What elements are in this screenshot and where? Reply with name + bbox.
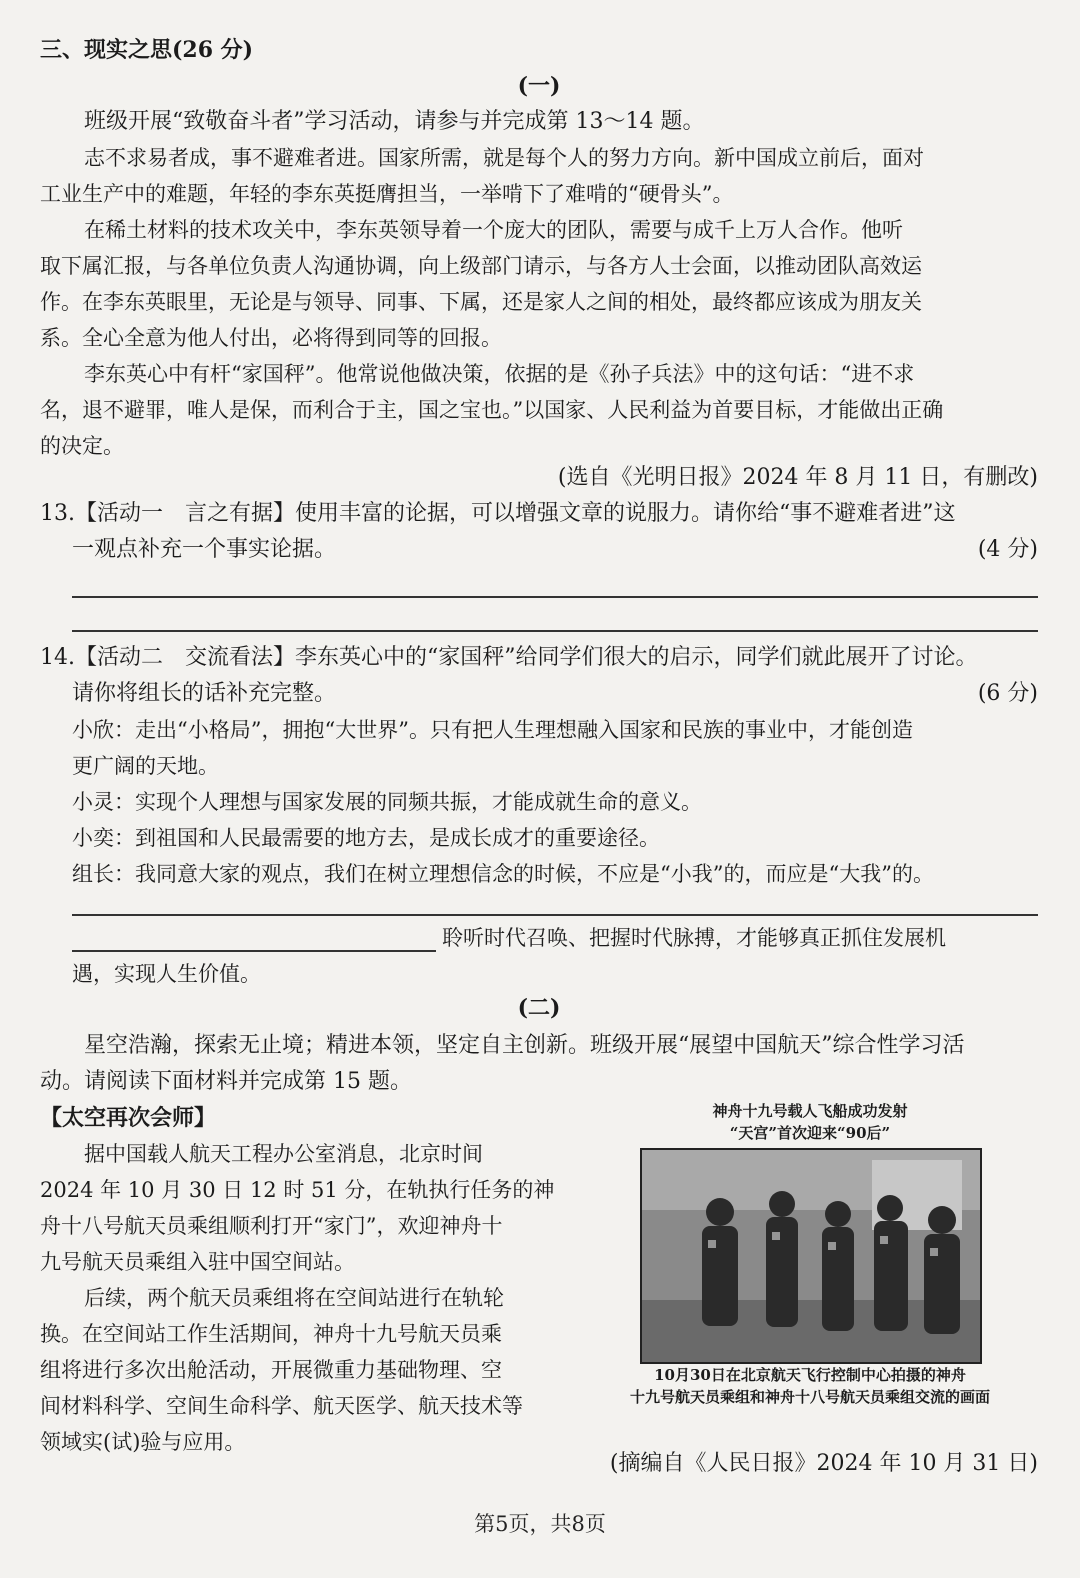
- material-line: 九号航天员乘组入驻中国空间站。: [40, 1250, 355, 1274]
- q14-tail2: 遇，实现人生价值。: [72, 962, 261, 986]
- q14-line1: 14.【活动二 交流看法】李东英心中的“家国秤”给同学们很大的启示，同学们就此展开了讨论。: [40, 645, 978, 670]
- passage-line: 工业生产中的难题，年轻的李东英挺膺担当，一举啃下了难啃的“硬骨头”。: [40, 182, 734, 206]
- photo-headline1: 神舟十九号载人飞船成功发射: [712, 1102, 908, 1120]
- speech-line: 小欣：走出“小格局”，拥抱“大世界”。只有把人生理想融入国家和民族的事业中，才能创造: [72, 718, 913, 742]
- passage-line: 系。全心全意为他人付出，必将得到同等的回报。: [40, 326, 502, 350]
- speech-line: 小奕：到祖国和人民最需要的地方去，是成长成才的重要途径。: [72, 826, 660, 850]
- material-line: 换。在空间站工作生活期间，神舟十九号航天员乘: [40, 1322, 502, 1346]
- astronauts-photo: [640, 1148, 982, 1364]
- material-text: [40, 1136, 600, 1460]
- q14-score: (6 分): [977, 681, 1038, 706]
- answer-line[interactable]: [72, 596, 1038, 598]
- passage-line: 名，退不避罪，唯人是保，而利合于主，国之宝也。”以国家、人民利益为首要目标，才能做出正确: [40, 398, 944, 422]
- passage-line: 作。在李东英眼里，无论是与领导、同事、下属，还是家人之间的相处，最终都应该成为朋友关: [40, 290, 922, 314]
- answer-line[interactable]: [72, 950, 436, 952]
- q13-score: (4 分): [977, 537, 1038, 562]
- q14-tail1: 聆听时代召唤、把握时代脉搏，才能够真正抓住发展机: [442, 926, 946, 950]
- page-number: 第5页，共8页: [474, 1512, 606, 1536]
- q13-line1: 13.【活动一 言之有据】使用丰富的论据，可以增强文章的说服力。请你给“事不避难者进”这: [40, 501, 956, 526]
- photo-headline2: “天宫”首次迎来“90后”: [729, 1124, 891, 1142]
- material-line: 舟十八号航天员乘组顺利打开“家门”，欢迎神舟十: [40, 1214, 503, 1238]
- answer-line[interactable]: [72, 630, 1038, 632]
- q14-line2: 请你将组长的话补充完整。: [72, 681, 337, 706]
- material-line: 间材料科学、空间生命科学、航天医学、航天技术等: [40, 1394, 523, 1418]
- part1-title: (一): [517, 73, 561, 99]
- passage-line: 李东英心中有杆“家国秤”。他常说他做决策，依据的是《孙子兵法》中的这句话：“进不求: [84, 362, 915, 386]
- answer-line[interactable]: [72, 914, 1038, 916]
- material-line: 组将进行多次出舱活动，开展微重力基础物理、空: [40, 1358, 502, 1382]
- source-citation-2: (摘编自《人民日报》2024 年 10 月 31 日): [609, 1451, 1038, 1476]
- material-line: 后续，两个航天员乘组将在空间站进行在轨轮: [84, 1286, 504, 1310]
- passage: [40, 140, 1038, 464]
- section-title: 三、现实之思(26 分): [40, 37, 254, 63]
- q14-line2-row: [72, 676, 1038, 712]
- passage-line: 在稀土材料的技术攻关中，李东英领导着一个庞大的团队，需要与成千上万人合作。他听: [84, 218, 903, 242]
- part2-title: (二): [517, 995, 561, 1021]
- material-line: 据中国载人航天工程办公室消息，北京时间: [84, 1142, 483, 1166]
- passage-line: 取下属汇报，与各单位负责人沟通协调，向上级部门请示，与各方人士会面，以推动团队高效运: [40, 254, 922, 278]
- material-title: 【太空再次会师】: [40, 1105, 217, 1131]
- photo-caption2: 十九号航天员乘组和神舟十八号航天员乘组交流的画面: [629, 1388, 990, 1406]
- passage-line: 志不求易者成，事不避难者进。国家所需，就是每个人的努力方向。新中国成立前后，面对: [84, 146, 924, 170]
- speech-line: 组长：我同意大家的观点，我们在树立理想信念的时候，不应是“小我”的，而应是“大我”的。: [72, 862, 934, 886]
- speech-line: 小灵：实现个人理想与国家发展的同频共振，才能成就生命的意义。: [72, 790, 702, 814]
- part2-intro2: 动。请阅读下面材料并完成第 15 题。: [40, 1069, 412, 1094]
- photo-illustration: [642, 1150, 980, 1362]
- q13-line2-row: [72, 532, 1038, 568]
- part2-intro1: 星空浩瀚，探索无止境；精进本领，坚定自主创新。班级开展“展望中国航天”综合性学习活: [84, 1033, 965, 1058]
- material-line: 2024 年 10 月 30 日 12 时 51 分，在轨执行任务的神: [40, 1178, 555, 1202]
- speech-line: 更广阔的天地。: [72, 754, 219, 778]
- material-line: 领域实(试)验与应用。: [40, 1430, 246, 1454]
- photo-caption1: 10月30日在北京航天飞行控制中心拍摄的神舟: [654, 1366, 966, 1384]
- passage-line: 的决定。: [40, 434, 124, 458]
- q13-line2: 一观点补充一个事实论据。: [72, 537, 337, 562]
- part1-intro: 班级开展“致敬奋斗者”学习活动，请参与并完成第 13～14 题。: [84, 109, 705, 134]
- source-citation-1: (选自《光明日报》2024 年 8 月 11 日，有删改): [557, 465, 1038, 490]
- discussion: [72, 712, 1038, 892]
